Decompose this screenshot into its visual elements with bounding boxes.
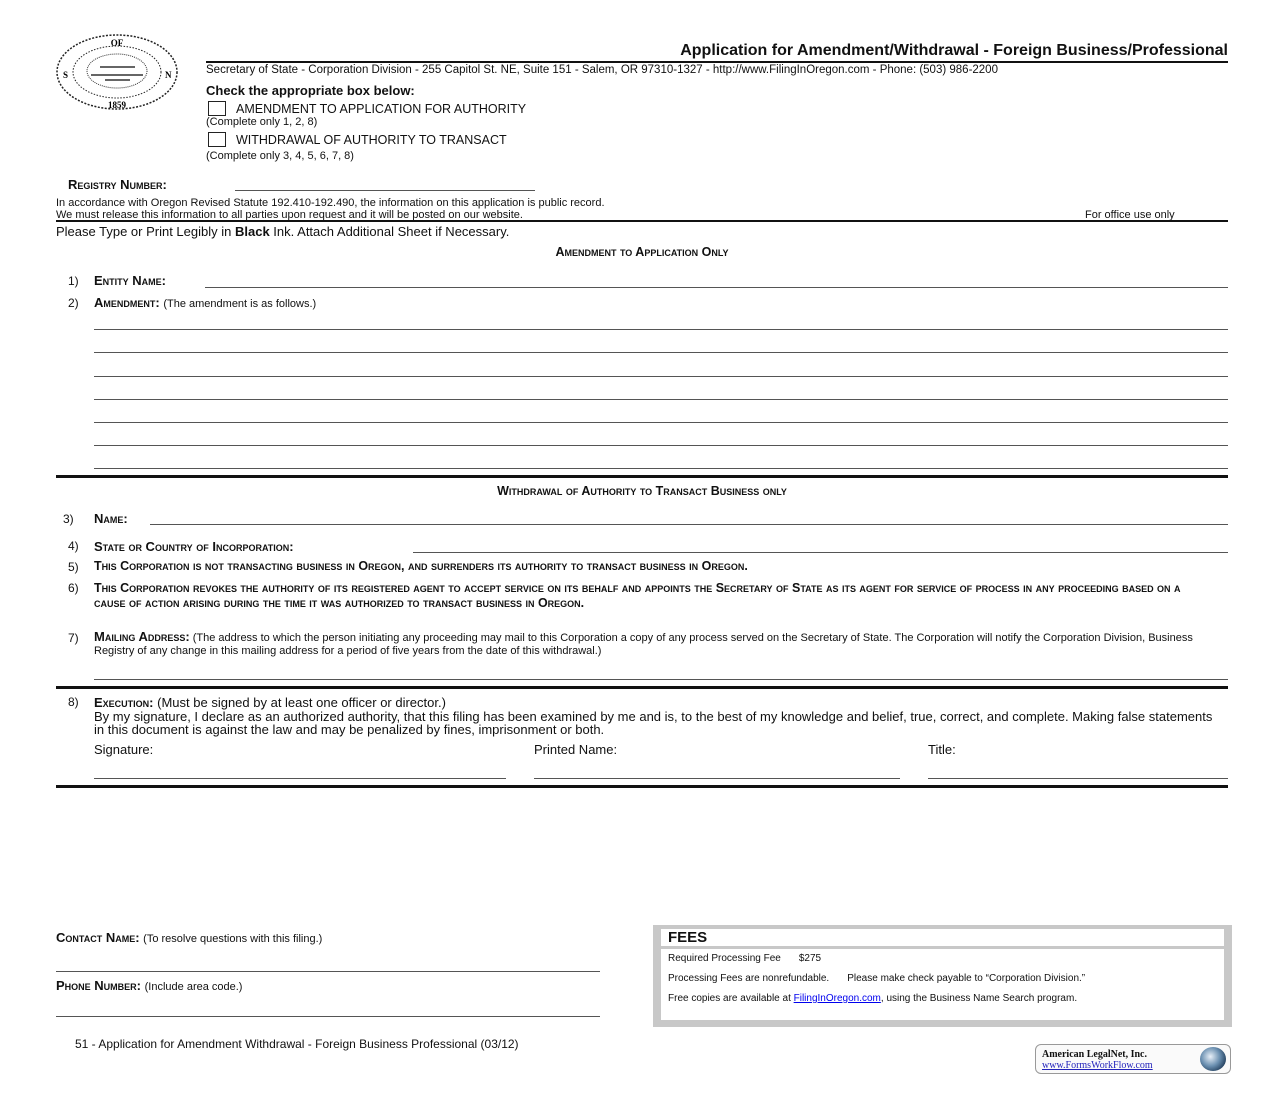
execution-declaration: By my signature, I declare as an authorized authority, that this filing has been examined by me and is, to the best of my knowledge and belief, true, correct, and complete. Making false statements in this document is against the law and may be penalized by fines, imprisonment or both. — [94, 708, 1213, 737]
instructions-bold: Black — [234, 224, 270, 239]
amendment-option-label: AMENDMENT TO APPLICATION FOR AUTHORITY — [236, 102, 527, 116]
execution-note: (Must be signed by at least one officer or director.) — [157, 695, 446, 710]
office-use-label: For office use only — [1085, 209, 1175, 221]
instructions — [56, 224, 509, 239]
amendment-label-group — [94, 295, 316, 310]
payable-text: Please make check payable to “Corporation Division.” — [847, 973, 1086, 984]
fees-body — [661, 949, 1224, 1020]
signature-field[interactable] — [94, 778, 506, 779]
required-fee-row — [668, 953, 1217, 964]
amendment-section-heading: Amendment to Application Only — [555, 245, 729, 259]
printed-name-field[interactable] — [534, 778, 900, 779]
entity-name-field[interactable] — [205, 287, 1228, 288]
amendment-checkbox[interactable] — [208, 101, 226, 116]
name-field[interactable] — [150, 524, 1228, 525]
form-title: Application for Amendment/Withdrawal - Foreign Business/Professional — [680, 42, 1228, 59]
execution-label: Execution: — [94, 695, 154, 710]
item-number: 7) — [68, 631, 79, 645]
statement-not-transacting: This Corporation is not transacting business in Oregon, and surrenders its authority to transact business in Oregon. — [94, 559, 748, 573]
item-number: 8) — [68, 695, 79, 709]
withdrawal-checkbox[interactable] — [208, 132, 226, 147]
amendment-line-1[interactable] — [94, 329, 1228, 330]
agency-address: Secretary of State - Corporation Division - 255 Capitol St. NE, Suite 151 - Salem, OR 97310-1327 - http://www.FilingInOregon.com - Phone: (503) 986-2200 — [206, 64, 998, 76]
check-heading: Check the appropriate box below: — [206, 83, 415, 98]
statement-revokes-agent: This Corporation revokes the authority of its registered agent to accept service on its behalf and appoints the Secretary of State as its agent for service of process in any proceeding based on a cause of action arising during the time it was authorized to transact business in Oregon. — [94, 581, 1181, 610]
fees-heading: FEES — [661, 929, 1224, 946]
filing-in-oregon-link[interactable]: FilingInOregon.com — [793, 993, 881, 1004]
amendment-line-6[interactable] — [94, 445, 1228, 446]
amendment-line-4[interactable] — [94, 399, 1228, 400]
title-rule — [206, 61, 1228, 63]
section-divider — [56, 785, 1228, 788]
fees-box — [653, 925, 1232, 1027]
contact-name-label: Contact Name: — [56, 930, 140, 945]
free-copies-row — [668, 993, 1217, 1004]
svg-text:N: N — [165, 70, 172, 80]
withdrawal-option-note: (Complete only 3, 4, 5, 6, 7, 8) — [206, 150, 354, 162]
section-divider — [56, 686, 1228, 689]
free-copies-pre: Free copies are available at — [668, 993, 794, 1004]
amendment-line-3[interactable] — [94, 376, 1228, 377]
amendment-option-note: (Complete only 1, 2, 8) — [206, 116, 318, 128]
registry-number-field[interactable] — [235, 190, 535, 191]
item-number: 1) — [68, 274, 79, 288]
printed-name-label: Printed Name: — [534, 742, 618, 757]
mailing-address-group — [94, 631, 1224, 657]
amendment-note: (The amendment is as follows.) — [163, 298, 317, 310]
globe-icon — [1200, 1047, 1226, 1071]
mailing-address-field[interactable] — [94, 679, 1228, 680]
instructions-post: Ink. Attach Additional Sheet if Necessary. — [269, 224, 510, 239]
required-fee-amount: $275 — [798, 953, 822, 964]
incorporation-field[interactable] — [413, 552, 1228, 553]
amendment-label: Amendment: — [94, 295, 160, 310]
title-field[interactable] — [928, 778, 1228, 779]
item-number: 5) — [68, 560, 79, 574]
svg-text:1859: 1859 — [108, 100, 126, 110]
vendor-badge[interactable] — [1035, 1044, 1231, 1074]
public-record-notice — [56, 198, 605, 221]
withdrawal-option-label: WITHDRAWAL OF AUTHORITY TO TRANSACT — [236, 133, 507, 147]
vendor-name: American LegalNet, Inc. — [1042, 1049, 1147, 1060]
instructions-pre: Please Type or Print Legibly in — [56, 224, 235, 239]
phone-number-label: Phone Number: — [56, 978, 142, 993]
name-label: Name: — [94, 511, 128, 526]
required-fee-label: Required Processing Fee — [668, 953, 781, 964]
phone-number-group — [56, 978, 242, 993]
contact-name-note: (To resolve questions with this filing.) — [143, 933, 323, 945]
entity-name-label: Entity Name: — [94, 273, 166, 288]
incorporation-label: State or Country of Incorporation: — [94, 539, 294, 554]
item-number: 4) — [68, 539, 79, 553]
nonrefundable-text: Processing Fees are nonrefundable. — [668, 973, 830, 984]
execution-block — [94, 696, 1214, 737]
contact-name-field[interactable] — [56, 971, 600, 972]
mailing-address-label: Mailing Address: — [94, 629, 190, 644]
contact-name-group — [56, 930, 322, 945]
amendment-line-2[interactable] — [94, 352, 1228, 353]
registry-number-label: Registry Number: — [68, 177, 167, 192]
free-copies-post: , using the Business Name Search program. — [880, 993, 1078, 1004]
section-divider — [56, 475, 1228, 478]
withdrawal-section-heading: Withdrawal of Authority to Transact Business only — [497, 484, 787, 498]
phone-number-note: (Include area code.) — [144, 981, 243, 993]
svg-text:S: S — [63, 70, 69, 80]
public-record-line-1: In accordance with Oregon Revised Statute 192.410-192.490, the information on this application is public record. — [56, 197, 605, 209]
item-number: 6) — [68, 581, 79, 595]
phone-number-field[interactable] — [56, 1016, 600, 1017]
item-number: 3) — [63, 512, 74, 526]
vendor-url[interactable]: www.FormsWorkFlow.com — [1042, 1060, 1153, 1071]
item-number: 2) — [68, 296, 79, 310]
signature-label: Signature: — [94, 742, 154, 757]
title-label: Title: — [928, 742, 956, 757]
state-seal-icon — [55, 33, 179, 111]
nonrefundable-row — [668, 973, 1217, 984]
svg-text:OF: OF — [110, 38, 124, 48]
form-id: 51 - Application for Amendment Withdrawal - Foreign Business Professional (03/12) — [75, 1037, 519, 1051]
amendment-line-7[interactable] — [94, 468, 1228, 469]
amendment-line-5[interactable] — [94, 422, 1228, 423]
notice-rule — [56, 220, 1228, 222]
public-record-line-2: We must release this information to all parties upon request and it will be posted on our website. — [56, 208, 523, 221]
mailing-address-note: (The address to which the person initiating any proceeding may mail to this Corporation a copy of any process served on the Secretary of State. The Corporation will notify the Corporation Division, Business Registry of any change in this mailing address for a period of five years from the date of this withdrawal.) — [94, 632, 1193, 657]
